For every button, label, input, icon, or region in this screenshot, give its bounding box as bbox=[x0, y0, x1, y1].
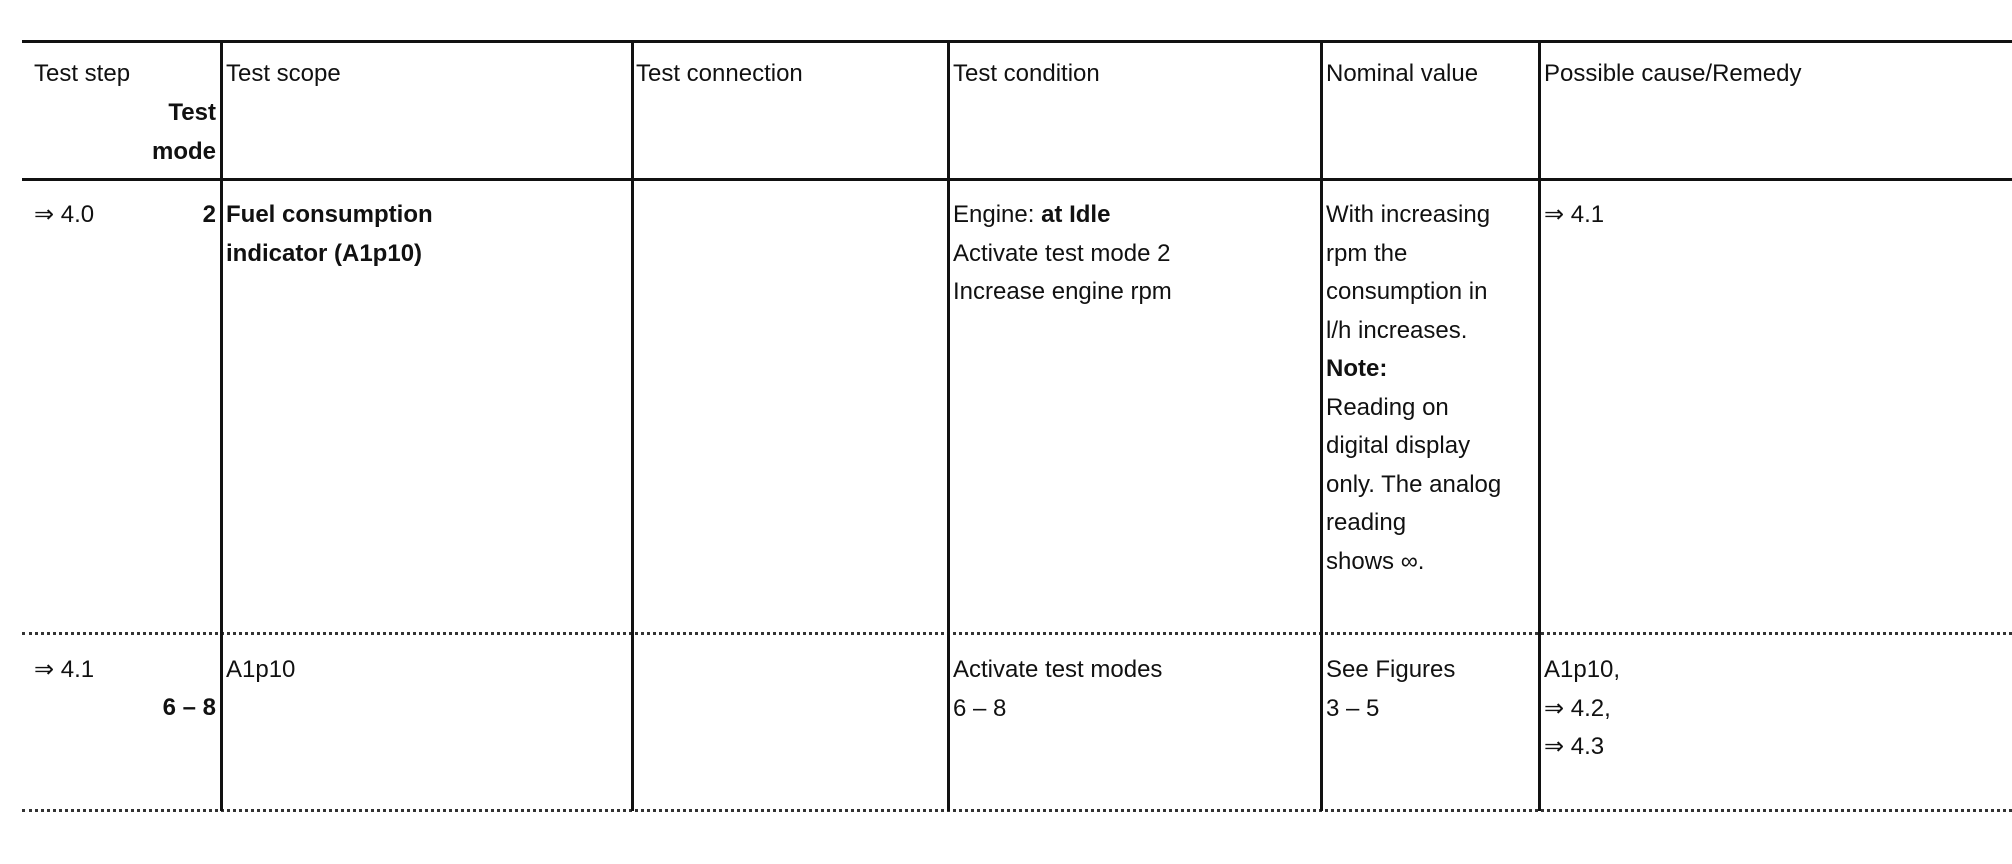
remedy-line: ⇒ 4.1 bbox=[1544, 201, 1605, 228]
nominal-note-line: Reading on bbox=[1326, 393, 1449, 421]
header-test-mode-line1: Test bbox=[168, 99, 216, 126]
nominal-line: 3 – 5 bbox=[1326, 694, 1380, 722]
header-bottom-rule bbox=[22, 178, 2012, 181]
header-test-connection: Test connection bbox=[636, 60, 803, 87]
nominal-line: With increasing bbox=[1326, 201, 1491, 228]
nominal-note-label: Note: bbox=[1326, 355, 1388, 382]
row-1-separator bbox=[22, 632, 2012, 635]
row-2-test-scope bbox=[226, 651, 295, 690]
col-divider-nominal bbox=[1320, 40, 1323, 811]
scope-line: A1p10 bbox=[226, 656, 296, 683]
condition-line: 6 – 8 bbox=[953, 694, 1007, 722]
condition-label: Engine: bbox=[953, 201, 1042, 228]
scope-line: indicator (A1p10) bbox=[226, 239, 423, 267]
condition-engine-line bbox=[953, 196, 1172, 235]
row-2-test-condition bbox=[953, 651, 1162, 728]
header-test-step: Test step bbox=[34, 60, 131, 87]
nominal-line: rpm the bbox=[1326, 239, 1408, 267]
nominal-line: See Figures bbox=[1326, 656, 1456, 683]
col-divider-condition bbox=[947, 40, 950, 811]
nominal-line: l/h increases. bbox=[1326, 316, 1468, 344]
row-2-test-mode: 6 – 8 bbox=[162, 694, 216, 721]
header-test-condition: Test condition bbox=[953, 60, 1100, 87]
row-1-test-scope bbox=[226, 196, 433, 273]
header-test-scope: Test scope bbox=[226, 60, 341, 87]
nominal-line: consumption in bbox=[1326, 278, 1488, 305]
nominal-note-line: reading bbox=[1326, 509, 1407, 536]
condition-value: at Idle bbox=[1041, 201, 1111, 228]
nominal-note-line: shows ∞. bbox=[1326, 547, 1425, 575]
row-2-nominal-value bbox=[1326, 651, 1455, 728]
col-divider-connection bbox=[631, 40, 634, 811]
row-1-test-step: ⇒ 4.0 bbox=[34, 201, 95, 228]
row-1-possible-cause bbox=[1544, 196, 1604, 235]
remedy-line: ⇒ 4.2, bbox=[1544, 694, 1611, 722]
remedy-line: A1p10, bbox=[1544, 656, 1621, 683]
row-2-separator bbox=[22, 809, 2012, 812]
col-divider-remedy bbox=[1538, 40, 1541, 811]
nominal-note-line: only. The analog bbox=[1326, 470, 1502, 498]
condition-line: Increase engine rpm bbox=[953, 278, 1172, 305]
col-divider-scope bbox=[220, 40, 223, 811]
row-2-possible-cause bbox=[1544, 651, 1620, 767]
header-test-mode-line2: mode bbox=[151, 138, 216, 165]
condition-line: Activate test mode 2 bbox=[953, 239, 1171, 267]
row-1-nominal-value bbox=[1326, 196, 1501, 581]
header-possible-cause: Possible cause/Remedy bbox=[1544, 60, 1802, 87]
row-1-test-mode: 2 bbox=[202, 201, 216, 228]
row-1-test-condition bbox=[953, 196, 1172, 312]
scope-line: Fuel consumption bbox=[226, 201, 433, 228]
remedy-line: ⇒ 4.3 bbox=[1544, 733, 1605, 760]
header-nominal-value: Nominal value bbox=[1326, 60, 1479, 87]
row-2-test-step: ⇒ 4.1 bbox=[34, 656, 95, 683]
condition-line: Activate test modes bbox=[953, 656, 1163, 683]
table-top-rule bbox=[22, 40, 2012, 43]
nominal-note-line: digital display bbox=[1326, 432, 1471, 459]
